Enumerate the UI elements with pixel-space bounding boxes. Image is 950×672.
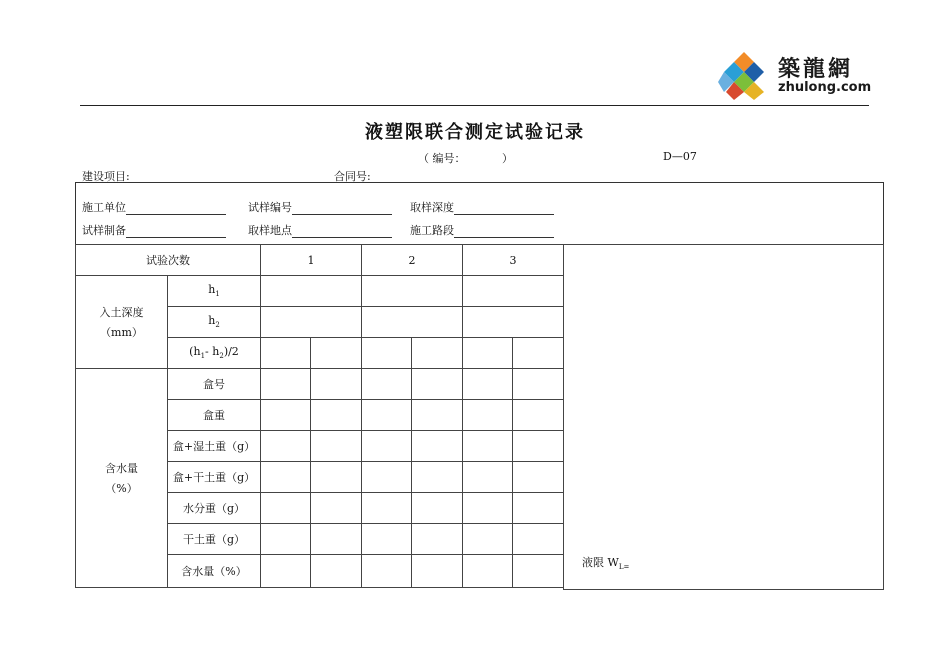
table-row <box>76 369 564 400</box>
trial-1-header: 1 <box>261 245 362 276</box>
road-section-label: 施工路段 <box>410 224 454 237</box>
cell[interactable] <box>362 524 412 555</box>
sample-site-label: 取样地点 <box>248 224 292 237</box>
project-label: 建设项目: <box>82 170 130 183</box>
cell[interactable] <box>513 338 564 369</box>
cell[interactable] <box>463 555 513 588</box>
trial-2-header: 2 <box>362 245 463 276</box>
cell[interactable] <box>261 307 362 338</box>
liquid-limit-panel[interactable] <box>563 244 884 590</box>
cell[interactable] <box>463 524 513 555</box>
construction-unit-label: 施工单位 <box>82 201 126 214</box>
moisture-text: 含水量 <box>105 462 138 475</box>
cell[interactable] <box>412 400 463 431</box>
cell[interactable] <box>311 431 362 462</box>
test-record-table <box>75 244 564 588</box>
cell[interactable] <box>362 431 412 462</box>
penetration-text: 入土深度 <box>99 306 144 319</box>
cell[interactable] <box>311 555 362 588</box>
cell[interactable] <box>463 431 513 462</box>
liquid-limit-label: 液限 $W_{L=}$ <box>582 555 630 571</box>
average-label: ($h_1-$ $h_2)/2$ <box>168 338 261 369</box>
row-label: 含水量（%） <box>168 555 261 588</box>
cell[interactable] <box>362 369 412 400</box>
row-label: 盒+干土重（g） <box>168 462 261 493</box>
header-rule <box>80 105 869 106</box>
cell[interactable] <box>362 400 412 431</box>
h2-label: $h_2$ <box>168 307 261 338</box>
logo-mark-icon <box>718 50 770 102</box>
sample-no-field[interactable] <box>248 199 392 215</box>
cell[interactable] <box>463 493 513 524</box>
cell[interactable] <box>311 400 362 431</box>
penetration-label <box>76 276 168 369</box>
table-row <box>76 276 564 307</box>
sample-prep-field[interactable] <box>82 222 226 238</box>
cell[interactable] <box>463 307 564 338</box>
cell[interactable] <box>261 338 311 369</box>
cell[interactable] <box>311 338 362 369</box>
cell[interactable] <box>513 400 564 431</box>
cell[interactable] <box>261 493 311 524</box>
cell[interactable] <box>412 462 463 493</box>
cell[interactable] <box>261 400 311 431</box>
cell[interactable] <box>261 524 311 555</box>
row-label: 盒号 <box>168 369 261 400</box>
cell[interactable] <box>412 524 463 555</box>
serial-label: （ 编号： <box>418 152 466 165</box>
cell[interactable] <box>311 493 362 524</box>
cell[interactable] <box>513 524 564 555</box>
trial-count-header: 试验次数 <box>76 245 261 276</box>
sample-prep-label: 试样制备 <box>82 224 126 237</box>
cell[interactable] <box>513 493 564 524</box>
cell[interactable] <box>463 400 513 431</box>
sample-site-field[interactable] <box>248 222 392 238</box>
sample-depth-field[interactable] <box>410 199 554 215</box>
cell[interactable] <box>463 338 513 369</box>
cell[interactable] <box>412 431 463 462</box>
cell[interactable] <box>463 462 513 493</box>
trial-3-header: 3 <box>463 245 564 276</box>
contract-label: 合同号: <box>334 170 371 183</box>
sample-depth-label: 取样深度 <box>410 201 454 214</box>
cell[interactable] <box>261 462 311 493</box>
serial-close: ） <box>502 152 513 165</box>
cell[interactable] <box>513 369 564 400</box>
cell[interactable] <box>463 369 513 400</box>
cell[interactable] <box>362 462 412 493</box>
cell[interactable] <box>412 493 463 524</box>
cell[interactable] <box>513 555 564 588</box>
cell[interactable] <box>261 431 311 462</box>
cell[interactable] <box>513 462 564 493</box>
road-section-field[interactable] <box>410 222 554 238</box>
cell[interactable] <box>362 338 412 369</box>
h1-label: $h_1$ <box>168 276 261 307</box>
cell[interactable] <box>311 524 362 555</box>
document-title: 液塑限联合测定试验记录 <box>365 122 585 143</box>
cell[interactable] <box>311 462 362 493</box>
cell[interactable] <box>412 338 463 369</box>
cell[interactable] <box>362 307 463 338</box>
row-label: 盒重 <box>168 400 261 431</box>
cell[interactable] <box>463 276 564 307</box>
cell[interactable] <box>412 555 463 588</box>
moisture-label <box>76 369 168 588</box>
sample-no-label: 试样编号 <box>248 201 292 214</box>
cell[interactable] <box>261 276 362 307</box>
row-label: 干土重（g） <box>168 524 261 555</box>
logo-english-text: zhulong.com <box>778 80 872 95</box>
cell[interactable] <box>261 369 311 400</box>
cell[interactable] <box>513 431 564 462</box>
zhulong-logo <box>718 46 878 106</box>
cell[interactable] <box>362 493 412 524</box>
cell[interactable] <box>311 369 362 400</box>
moisture-unit: （%） <box>105 482 138 495</box>
row-label: 盒+湿土重（g） <box>168 431 261 462</box>
cell[interactable] <box>362 555 412 588</box>
penetration-unit: （mm） <box>100 326 143 339</box>
cell[interactable] <box>261 555 311 588</box>
cell[interactable] <box>412 369 463 400</box>
logo-chinese-text: 築龍網 <box>778 57 854 82</box>
row-label: 水分重（g） <box>168 493 261 524</box>
cell[interactable] <box>362 276 463 307</box>
table-row <box>76 245 564 276</box>
construction-unit-field[interactable] <box>82 199 226 215</box>
form-code: D—07 <box>663 150 697 163</box>
